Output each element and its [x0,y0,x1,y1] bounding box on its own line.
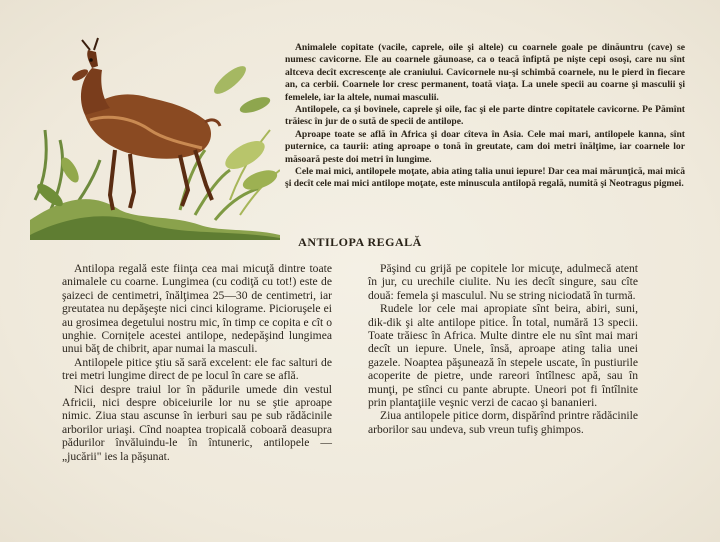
antelope-illustration [30,20,280,240]
body-paragraph: Păşind cu grijă pe copitele lor micuţe, adulmecă atent în jur, cu urechile ciulite. Nu ies decît singure, sau cîte două: femela şi masculul. Nu se string niciodată în turmă. [368,262,638,302]
intro-paragraph: Cele mai mici, antilopele moţate, abia ating talia unui iepure! Dar cea mai mărunţică, mai mică şi decît cele mai mici antilope moţate, este minuscula antilopă regală, numită şi Neotragus pigmei. [285,166,685,190]
intro-paragraph: Antilopele, ca şi bovinele, caprele şi oile, fac şi ele parte dintre copitatele cavicorne. Pe Pămînt trăiesc în jur de o sută de specii de antilope. [285,104,685,128]
section-title: ANTILOPA REGALĂ [298,235,422,249]
body-paragraph: Rudele lor cele mai apropiate sînt beira, abiri, suni, dik-dik şi alte antilope pitice. În total, numără 13 specii. Toate trăiesc în Africa. Multe dintre ele nu sînt mai mari decît un iepure. Unele, însă, aproape ating talia unei gazele. Noaptea păşunează în stepele uscate, în pustiurile acoperite de pietre, unde rareori întîlnesc apă, sau în munţi, pe stînci cu pante abrupte. Uneori pot fi întîlnite prin plantaţiile veşnic verzi de cacao şi bananieri. [368,302,638,410]
body-paragraph: Nici despre traiul lor în pădurile umede din vestul Africii, nici despre obiceiurile lor nu se ştie aproape nimic. Ziua stau ascunse în ierburi sau pe sub rădăcinile arborilor uriaşi. Cînd noaptea tropicală coboară deasupra pădurilor învăluindu-le în întuneric, antilopele — „jucării" ies la păşunat. [62,382,332,463]
body-paragraph: Antilopa regală este fiinţa cea mai micuţă dintre toate animalele cu coarne. Lungimea (cu codiţă cu tot!) este de şaizeci de centimetri, înălţimea 25—30 de centimetri, iar greutatea nu depăşeşte nici cinci kilograme. Picioruşele ei au grosimea degetului nostru mic, în timp ce copita e cît o unghie. Cornițele acestei antilope, nedepăşind lungimea unui băţ de chibrit, apar numai la masculi. [62,262,332,356]
right-column [368,262,638,436]
intro-paragraph: Animalele copitate (vacile, caprele, oile şi altele) cu coarnele goale pe dinăuntru (cave) se numesc cavicorne. Ele au coarnele găunoase, ca o teacă înfiptă pe nişte cepi osoşi, care nu sînt altceva decît excrescenţe ale craniului. Cavicornele nu-şi schimbă coarnele, nu le pierd în fiecare an, ca cerbii. Coarnele lor cresc permanent, toată viaţa. La unele specii au coarne şi masculii şi femelele, iar la altele, numai masculii. [285,42,685,103]
intro-text [285,42,685,191]
antelope-figure [70,38,220,210]
body-paragraph: Antilopele pitice ştiu să sară excelent: ele fac salturi de trei metri lungime direct de pe locul în care se află. [62,355,332,383]
intro-paragraph: Aproape toate se află în Africa şi doar cîteva în Asia. Cele mai mari, antilopele kanna, sînt puternice, ca taurii: ating aproape o tonă în greutate, cam doi metri înălţime, iar coarnele lor măsoară peste doi metri în lungime. [285,128,685,165]
left-column [62,262,332,463]
body-paragraph: Ziua antilopele pitice dorm, dispărînd printre rădăcinile arborilor sau undeva, sub vreun tufiş ghimpos. [368,409,638,436]
